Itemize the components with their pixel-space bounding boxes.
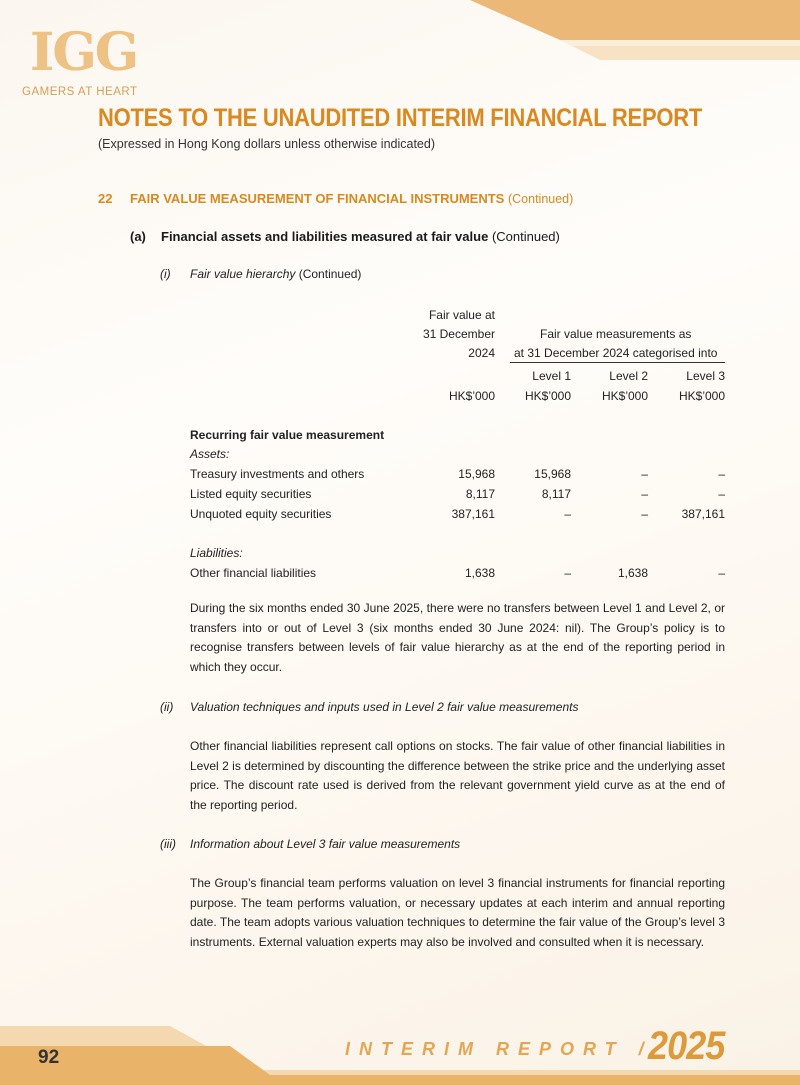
- row-level-2: 1,638: [617, 566, 648, 580]
- row-label: Treasury investments and others: [190, 467, 365, 481]
- unit-level-2: HK$’000: [601, 389, 648, 403]
- row-fair-value: 15,968: [458, 467, 495, 481]
- row-level-1: –: [564, 566, 571, 580]
- header-fair-value-line3: 2024: [468, 346, 495, 360]
- page-title: NOTES TO THE UNAUDITED INTERIM FINANCIAL REPORT: [98, 104, 703, 132]
- row-level-2: –: [641, 467, 648, 481]
- row-level-2: –: [641, 487, 648, 501]
- footer-year: 2025: [648, 1024, 725, 1068]
- subsection-continued: (Continued): [491, 229, 560, 244]
- unit-fair-value: HK$’000: [448, 389, 495, 403]
- header-group-line2: at 31 December 2024 categorised into: [514, 346, 718, 360]
- row-label: Listed equity securities: [190, 487, 312, 501]
- section-title-text: FAIR VALUE MEASUREMENT OF FINANCIAL INSTRUMENTS: [130, 191, 505, 206]
- header-level-2: Level 2: [609, 369, 648, 383]
- row-level-1: –: [564, 507, 571, 521]
- page-number: 92: [38, 1047, 60, 1068]
- part-i-label: (i): [160, 267, 171, 281]
- row-label: Other financial liabilities: [190, 566, 317, 580]
- subsection-label: (a): [130, 229, 146, 244]
- subsection-title-text: Financial assets and liabilities measured at fair value: [161, 229, 489, 244]
- unit-level-1: HK$’000: [524, 389, 571, 403]
- row-level-3: –: [718, 487, 725, 501]
- company-logo: [20, 20, 155, 100]
- logo-wordmark: IGG: [30, 22, 138, 83]
- row-fair-value: 1,638: [464, 566, 495, 580]
- part-iii-title: Information about Level 3 fair value measurements: [190, 837, 461, 851]
- page-subtitle: (Expressed in Hong Kong dollars unless otherwise indicated): [98, 137, 435, 151]
- footer-report-label: INTERIM REPORT /: [345, 1039, 653, 1059]
- header-level-1: Level 1: [532, 369, 571, 383]
- header-group-line1: Fair value measurements as: [540, 327, 692, 341]
- paragraph-transfers: During the six months ended 30 June 2025, there were no transfers between Level 1 and Level 2, or transfers into or out of Level 3 (six months ended 30 June 2024: nil). The Group’s policy is to recognise transfers between levels of fair value hierarchy as at the end of the reporting period in which they occur.: [190, 601, 725, 674]
- liabilities-heading: Liabilities:: [190, 546, 243, 560]
- paragraph-level-3: The Group’s financial team performs valuation on level 3 financial instruments for financial reporting purpose. The team performs valuation, or necessary updates at each interim and annual reporting date. The team adopts various valuation techniques to determine the fair value of the Group’s level 3 instruments. External valuation experts may also be involved and consulted when it is necessary.: [190, 876, 725, 949]
- subsection-title: [161, 229, 560, 244]
- section-continued: (Continued): [507, 192, 574, 206]
- part-i-title-text: Fair value hierarchy: [190, 267, 296, 281]
- row-level-3: –: [718, 467, 725, 481]
- assets-heading: Assets:: [190, 447, 230, 461]
- part-ii-title: Valuation techniques and inputs used in Level 2 fair value measurements: [190, 700, 579, 714]
- row-label: Unquoted equity securities: [190, 507, 332, 521]
- section-number: 22: [98, 191, 113, 206]
- logo-tagline: GAMERS AT HEART: [22, 86, 138, 98]
- paragraph-level-2: Other financial liabilities represent call options on stocks. The fair value of other financial liabilities in Level 2 is determined by discounting the difference between the strike price and the underlying asset price. The discount rate used is derived from the relevant government yield curve as at the end of the reporting period.: [190, 739, 725, 812]
- row-fair-value: 387,161: [451, 507, 495, 521]
- row-level-1: 15,968: [534, 467, 571, 481]
- part-i-continued: (Continued): [298, 267, 362, 281]
- unit-level-3: HK$’000: [678, 389, 725, 403]
- part-ii-label: (ii): [160, 700, 174, 714]
- part-iii-label: (iii): [160, 837, 176, 851]
- header-underline: [510, 362, 725, 363]
- recurring-heading: Recurring fair value measurement: [190, 428, 385, 442]
- header-fair-value-line1: Fair value at: [428, 308, 495, 322]
- row-level-1: 8,117: [541, 487, 571, 501]
- row-level-3: 387,161: [681, 507, 725, 521]
- row-level-3: –: [718, 566, 725, 580]
- part-i-title: [190, 267, 361, 281]
- header-fair-value-line2: 31 December: [422, 327, 495, 341]
- header-level-3: Level 3: [686, 369, 725, 383]
- row-fair-value: 8,117: [465, 487, 495, 501]
- section-title: [130, 191, 573, 206]
- row-level-2: –: [641, 507, 648, 521]
